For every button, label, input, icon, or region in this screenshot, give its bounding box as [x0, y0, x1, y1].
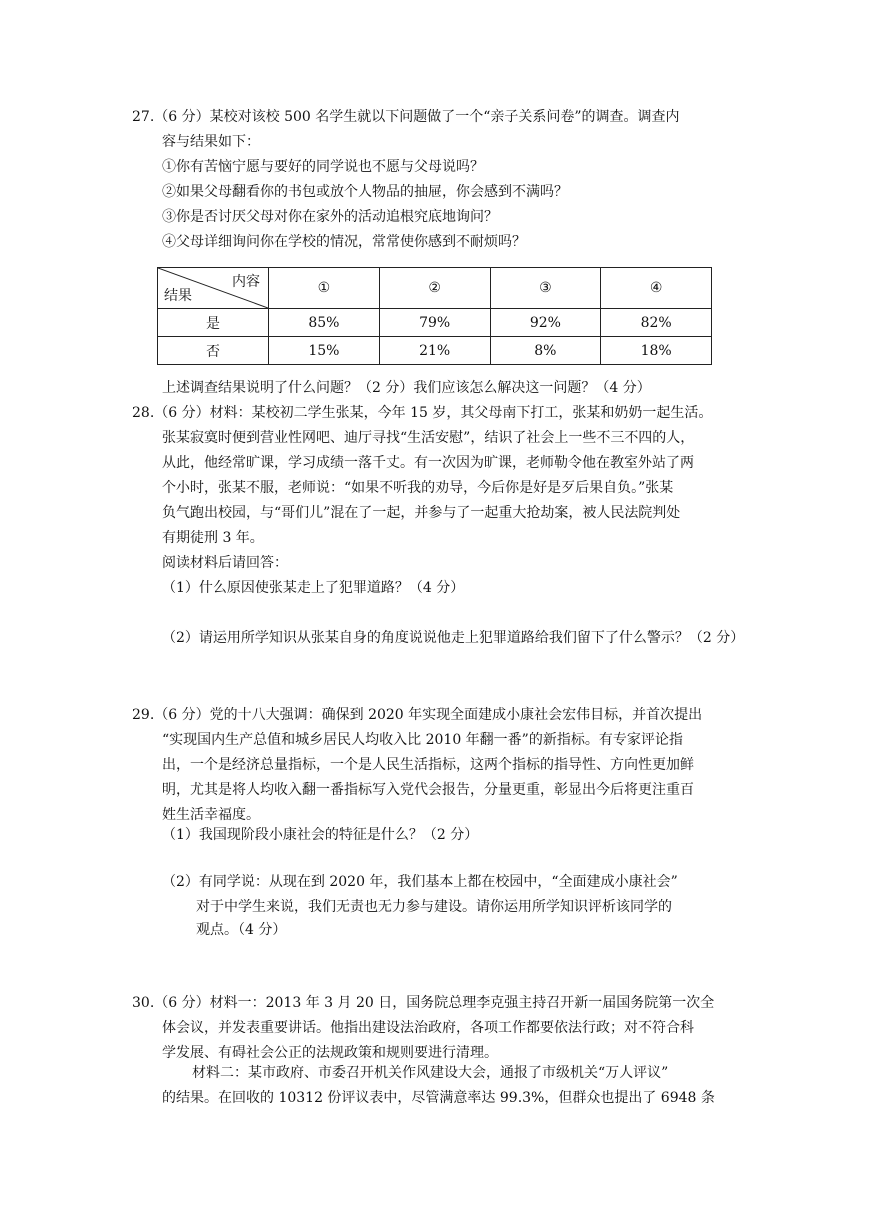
q30-material-line: 的结果。在回收的 10312 份评议表中，尽管满意率达 99.3%，但群众也提出了 6948 条: [162, 1090, 715, 1106]
corner-label-content: 内容: [232, 274, 260, 290]
q30-material-line: 体会议，并发表重要讲话。他指出建设法治政府，各项工作都要依法行政；对不符合科: [162, 1020, 694, 1036]
q28-prompt: 阅读材料后请回答：: [162, 555, 288, 571]
q29-sub-question-1: （1）我国现阶段小康社会的特征是什么？（2 分）: [162, 827, 479, 843]
column-header: ②: [379, 268, 490, 309]
table-cell: 92%: [490, 309, 601, 337]
q27-item: ④父母详细询问你在学校的情况，常常使你感到不耐烦吗？: [162, 234, 526, 250]
table-corner-cell: [158, 268, 269, 309]
table-cell: 8%: [490, 337, 601, 365]
table-cell: 21%: [379, 337, 490, 365]
row-label: 是: [158, 309, 269, 337]
q27-stem-line: 容与结果如下：: [162, 134, 260, 150]
q29-material-line: 29.（6 分）党的十八大强调：确保到 2020 年实现全面建成小康社会宏伟目标，并首次提出: [132, 707, 703, 723]
q28-material-line: 个小时，张某不服，老师说：“如果不听我的劝导，今后你是好是歹后果自负。”张某: [162, 480, 674, 496]
q29-material-line: 出，一个是经济总量指标，一个是人民生活指标，这两个指标的指导性、方向性更加鲜: [162, 757, 694, 773]
table-cell: 82%: [601, 309, 712, 337]
q29-sub-question-2: 观点。（4 分）: [196, 922, 287, 938]
row-label: 否: [158, 337, 269, 365]
table-header-row: [158, 268, 712, 309]
table-cell: 18%: [601, 337, 712, 365]
table-cell: 85%: [269, 309, 380, 337]
column-header: ④: [601, 268, 712, 309]
table-cell: 15%: [269, 337, 380, 365]
q27-item: ①你有苦恼宁愿与要好的同学说也不愿与父母说吗？: [162, 159, 484, 175]
q29-material-line: 明，尤其是将人均收入翻一番指标写入党代会报告，分量更重，彰显出今后将更注重百: [162, 782, 694, 798]
q29-material-line: “实现国内生产总值和城乡居民人均收入比 2010 年翻一番”的新指标。有专家评论指: [162, 732, 683, 748]
q28-material-line: 从此，他经常旷课，学习成绩一落千丈。有一次因为旷课，老师勒令他在教室外站了两: [162, 455, 694, 471]
corner-label-result: 结果: [164, 288, 192, 304]
column-header: ③: [490, 268, 601, 309]
q27-item: ③你是否讨厌父母对你在家外的活动追根究底地询问？: [162, 209, 498, 225]
q30-material-line: 30.（6 分）材料一：2013 年 3 月 20 日，国务院总理李克强主持召开新一届国务院第一次全: [132, 995, 715, 1011]
q28-sub-question-1: （1）什么原因使张某走上了犯罪道路？（4 分）: [162, 580, 465, 596]
table-cell: 79%: [379, 309, 490, 337]
q29-sub-question-2: 对于中学生来说，我们无责也无力参与建设。请你运用所学知识评析该同学的: [196, 899, 672, 915]
q29-sub-question-2: （2）有同学说：从现在到 2020 年，我们基本上都在校园中，“全面建成小康社会”: [162, 874, 678, 890]
table-row: [158, 309, 712, 337]
survey-table: [157, 267, 712, 365]
q28-material-line: 28.（6 分）材料：某校初二学生张某，今年 15 岁，其父母南下打工，张某和奶奶一起生活。: [132, 405, 713, 421]
q27-question: 上述调查结果说明了什么问题？（2 分）我们应该怎么解决这一问题？（4 分）: [162, 380, 651, 396]
q27-item: ②如果父母翻看你的书包或放个人物品的抽屉，你会感到不满吗？: [162, 184, 568, 200]
q30-material-line: 材料二：某市政府、市委召开机关作风建设大会，通报了市级机关“万人评议”: [192, 1065, 669, 1081]
q28-material-line: 有期徒刑 3 年。: [162, 530, 264, 546]
q29-material-line: 姓生活幸福度。: [162, 807, 260, 823]
q30-material-line: 学发展、有碍社会公正的法规政策和规则要进行清理。: [162, 1045, 498, 1061]
table-row: [158, 337, 712, 365]
q28-material-line: 张某寂寞时便到营业性网吧、迪厅寻找“生活安慰”，结识了社会上一些不三不四的人，: [162, 430, 695, 446]
column-header: ①: [269, 268, 380, 309]
q28-sub-question-2: （2）请运用所学知识从张某自身的角度说说他走上犯罪道路给我们留下了什么警示？（2 分）: [162, 630, 745, 646]
q28-material-line: 负气跑出校园，与“哥们儿”混在了一起，并参与了一起重大抢劫案，被人民法院判处: [162, 505, 681, 521]
q27-stem-line: 27.（6 分）某校对该校 500 名学生就以下问题做了一个“亲子关系问卷”的调查。调查内: [132, 109, 680, 125]
